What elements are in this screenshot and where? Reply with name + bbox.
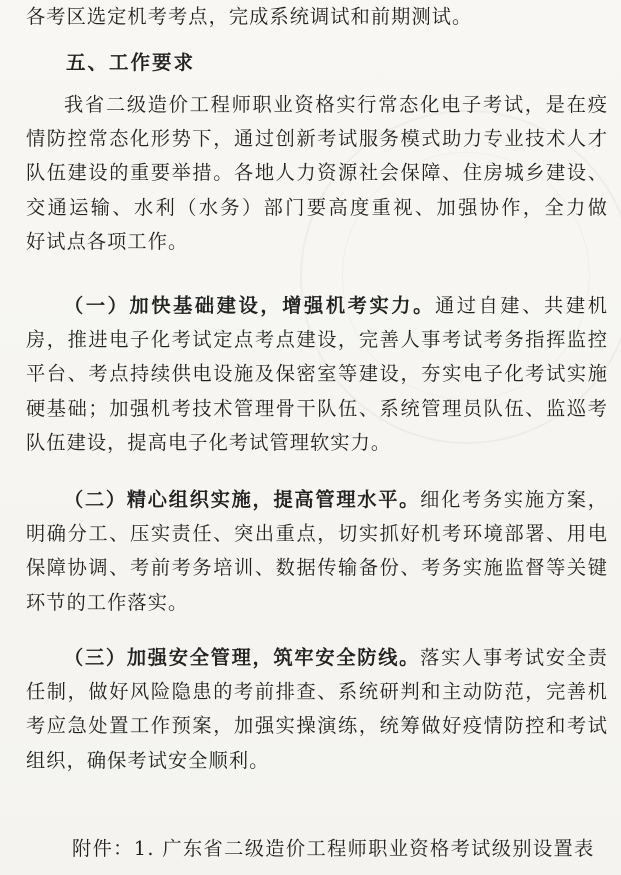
text-line — [26, 289, 608, 323]
text-line: 房，推进电子化考试定点考点建设，完善人事考试考务指挥监控 — [26, 328, 608, 352]
item-2-title: （二）精心组织实施，提高管理水平。 — [64, 488, 421, 511]
paragraph-item-3 — [26, 641, 608, 778]
text-line: 组织，确保考试安全顺利。 — [26, 748, 270, 772]
text-line — [26, 641, 608, 675]
item-3-title: （三）加强安全管理，筑牢安全防线。 — [64, 646, 421, 669]
text-line: 平台、考点持续供电设施及保密室等建设，夯实电子化考试实施 — [26, 362, 608, 386]
text-line: 队伍建设，提高电子化考试管理软实力。 — [26, 430, 392, 454]
paragraph-item-2 — [26, 483, 608, 620]
text-line: 考应急处置工作预案，加强实操演练，统筹做好疫情防控和考试 — [26, 714, 608, 738]
text-line — [26, 483, 608, 517]
text-line: 硬基础；加强机考技术管理骨干队伍、系统管理员队伍、监巡考 — [26, 396, 608, 420]
item-3-first-rest: 落实人事考试安全责 — [420, 646, 608, 669]
paragraph-top — [26, 0, 608, 34]
paragraph-item-1 — [26, 289, 608, 460]
section-heading: 五、工作要求 — [66, 51, 196, 74]
paragraph-intro — [26, 88, 608, 259]
text-line: 交通运输、水利（水务）部门要高度重视、加强协作，全力做 — [26, 195, 608, 219]
attachment-line: 附件：1. 广东省二级造价工程师职业资格考试级别设置表 — [72, 837, 595, 860]
text-line: 队伍建设的重要举措。各地人力资源社会保障、住房城乡建设、 — [26, 161, 608, 185]
text-line: 情防控常态化形势下，通过创新考试服务模式助力专业技术人才 — [26, 127, 608, 151]
item-2-first-rest: 细化考务实施方案， — [420, 488, 608, 511]
text-line: 好试点各项工作。 — [26, 229, 189, 253]
item-1-title: （一）加快基础建设，增强机考实力。 — [64, 294, 435, 317]
text-line: 我省二级造价工程师职业资格实行常态化电子考试，是在疫 — [64, 93, 608, 116]
text-line: 环节的工作落实。 — [26, 590, 189, 614]
text-line: 保障协调、考前考务培训、数据传输备份、考务实施监督等关键 — [26, 556, 608, 580]
text-line: 任制，做好风险隐患的考前排查、系统研判和主动防范，完善机 — [26, 680, 608, 704]
text-line: 各考区选定机考考点，完成系统调试和前期测试。 — [26, 5, 473, 28]
text-line: 明确分工、压实责任、突出重点，切实抓好机考环境部署、用电 — [26, 522, 608, 546]
item-1-first-rest: 通过自建、共建机 — [434, 294, 608, 317]
